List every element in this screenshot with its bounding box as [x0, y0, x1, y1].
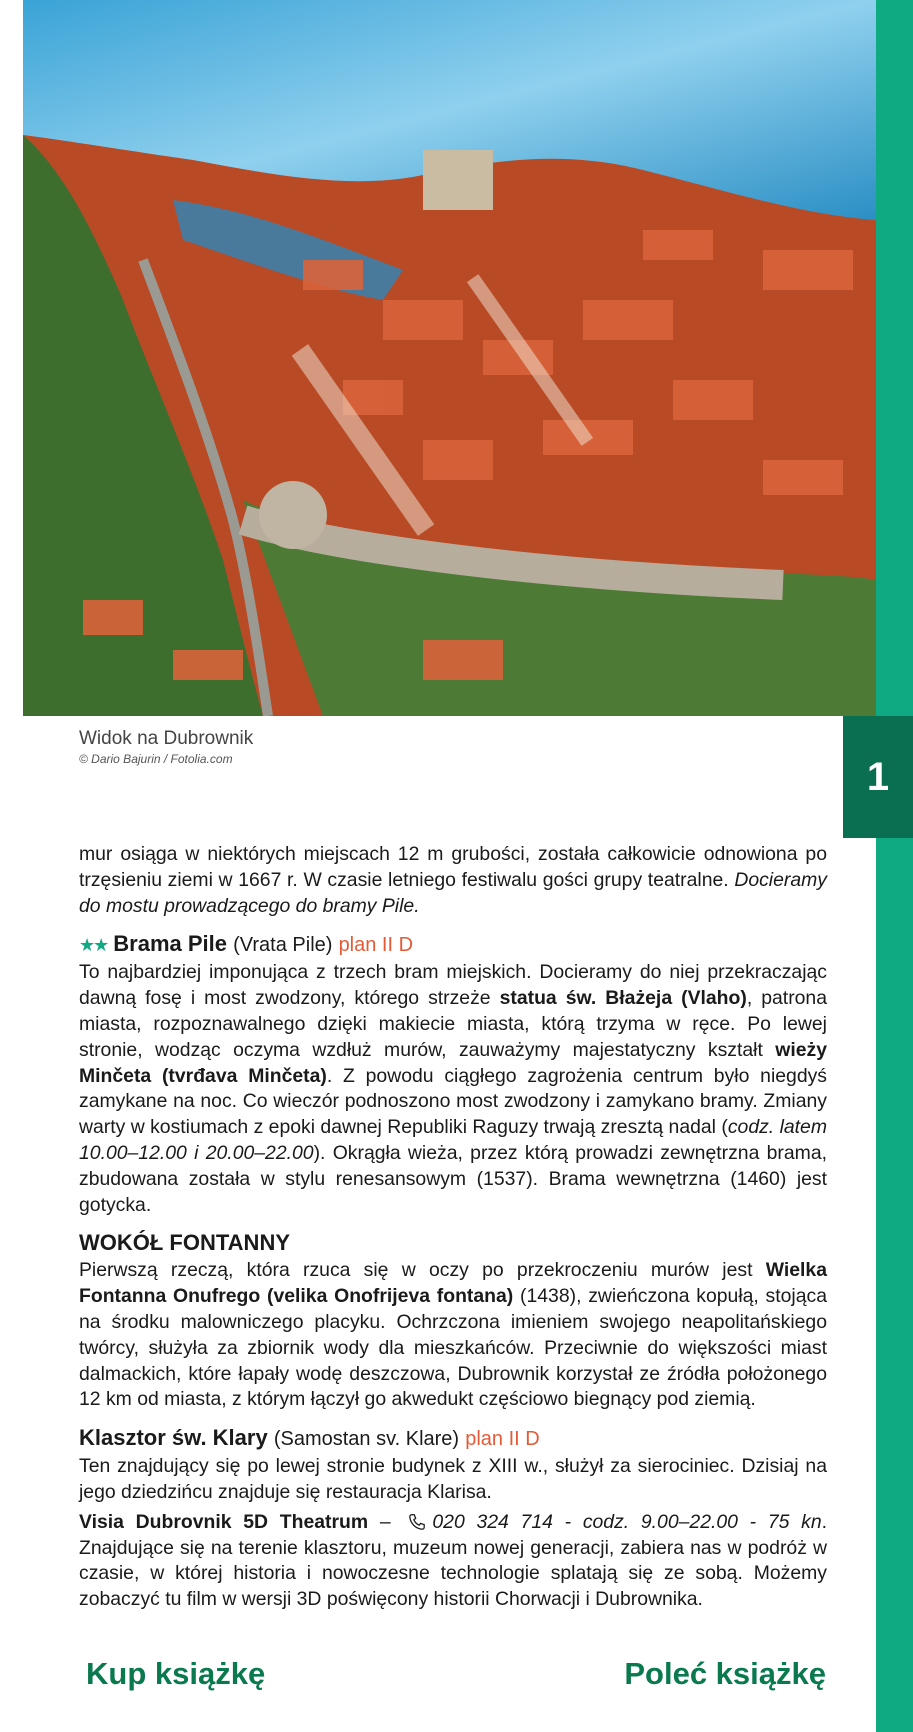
brama-pile-heading — [79, 929, 827, 960]
fontanna-paragraph — [79, 1258, 827, 1413]
klasztor-heading — [79, 1423, 827, 1454]
bold-run: wieży Minčeta (tvrđava Minčeta) — [79, 1038, 827, 1087]
text-run: To najbardziej imponująca z trzech bram miejskich. Docieramy do niej przekraczając dawną fosę i most zwodzony, którego strzeże — [79, 961, 827, 1010]
text-run: ). Okrągła wieża, przez którą prowadzi zewnętrzna brama, zbudowana została w stylu renesansowym (1537). Brama wewnętrzna (1460) jest gotycka. — [79, 1141, 827, 1216]
intro-text: mur osiąga w niektórych miejscach 12 m grubości, została całkowicie odnowiona po trzęsieniu ziemi w 1667 r. W czasie letniego festiwalu gości grupy teatralne. — [79, 843, 827, 891]
klasztor-paragraph: Ten znajdujący się po lewej stronie budynek z XIII w., służył za sierociniec. Dzisiaj na jego dziedzińcu znajduje się restauracja Klarisa. — [79, 1455, 827, 1503]
italic-run: 020 324 714 - codz. 9.00–22.00 - 75 kn — [432, 1510, 822, 1533]
text-run: (1438), zwieńczona kopułą, stojąca na środku malowniczego placyku. Ochrzczona imieniem swojego neapolitańskiego twórcy, służyła za zbiornik wody dla mieszkańców. Przeciwnie do większości miast dalmackich, które łapały wodę deszczowa, Dubrownik korzystał ze źródła położonego 12 km od miasta, z którym łączył go akwedukt częściowo biegnący pod ziemią. — [79, 1285, 827, 1411]
photo-caption — [79, 728, 253, 766]
text-run: , patrona miasta, rozpoznawalnego dzięki makiecie miasta, którą trzyma w ręce. Po lewej stronie, wodząc oczyma wzdłuż murów, zauważymy majestatyczny kształt — [79, 987, 827, 1061]
dubrovnik-aerial-photo — [23, 0, 876, 716]
entry-name: Klasztor św. Klary — [79, 1425, 268, 1451]
text-run: Pierwszą rzeczą, która rzuca się w oczy po przekroczeniu murów jest — [79, 1259, 766, 1282]
visia-paragraph — [79, 1510, 827, 1613]
intro-italic: Docieramy do mostu prowadzącego do bramy Pile. — [79, 868, 827, 917]
side-color-band — [876, 0, 913, 1732]
recommend-book-link[interactable]: Poleć książkę — [624, 1656, 826, 1691]
article-body — [79, 842, 827, 1613]
entry-local-name: (Samostan sv. Klare) — [273, 1428, 460, 1451]
text-run: – — [368, 1510, 403, 1533]
chapter-number-tab: 1 — [843, 716, 913, 838]
bold-run: Visia Dubrovnik 5D Theatrum — [79, 1510, 369, 1533]
bold-run: statua św. Błażeja (Vlaho) — [499, 987, 747, 1010]
entry-name: Brama Pile — [113, 931, 228, 957]
buy-book-link[interactable]: Kup książkę — [86, 1656, 266, 1691]
caption-title: Widok na Dubrownik — [79, 728, 254, 749]
photo-credit: © Dario Bajurin / Fotolia.com — [79, 752, 233, 766]
section-heading: WOKÓŁ FONTANNY — [79, 1230, 291, 1256]
text-run: Znajdujące się na terenie klasztoru, muzeum nowej generacji, zabiera nas w podróż w czasie, w której historia i nowoczesne technologie splatają się ze sobą. Możemy zobaczyć tu film w wersji 3D poświęcony historii Chorwacji i Dubrownika. — [79, 1536, 827, 1611]
bold-run: Wielka Fontanna Onufrego (velika Onofrijeva fontana) — [79, 1259, 827, 1308]
brama-pile-paragraph — [79, 960, 827, 1218]
phone-icon — [408, 1513, 426, 1531]
text-run: . — [821, 1510, 828, 1533]
italic-run: codz. latem 10.00–12.00 i 20.00–22.00 — [79, 1116, 827, 1164]
map-plan-reference: plan II D — [465, 1428, 540, 1451]
star-rating: ★★ — [79, 935, 108, 956]
text-run: . Z powodu ciągłego zagrożenia centrum było niegdyś zamykane na noc. Co wieczór podnoszono most zwodzony i zamykano bramy. Zmiany warty w kostiumach z epoki dawnej Republiki Raguzy trwają zresztą nadal ( — [79, 1064, 827, 1139]
map-plan-reference: plan II D — [338, 934, 414, 957]
intro-paragraph — [79, 842, 827, 919]
entry-local-name: (Vrata Pile) — [233, 934, 333, 957]
